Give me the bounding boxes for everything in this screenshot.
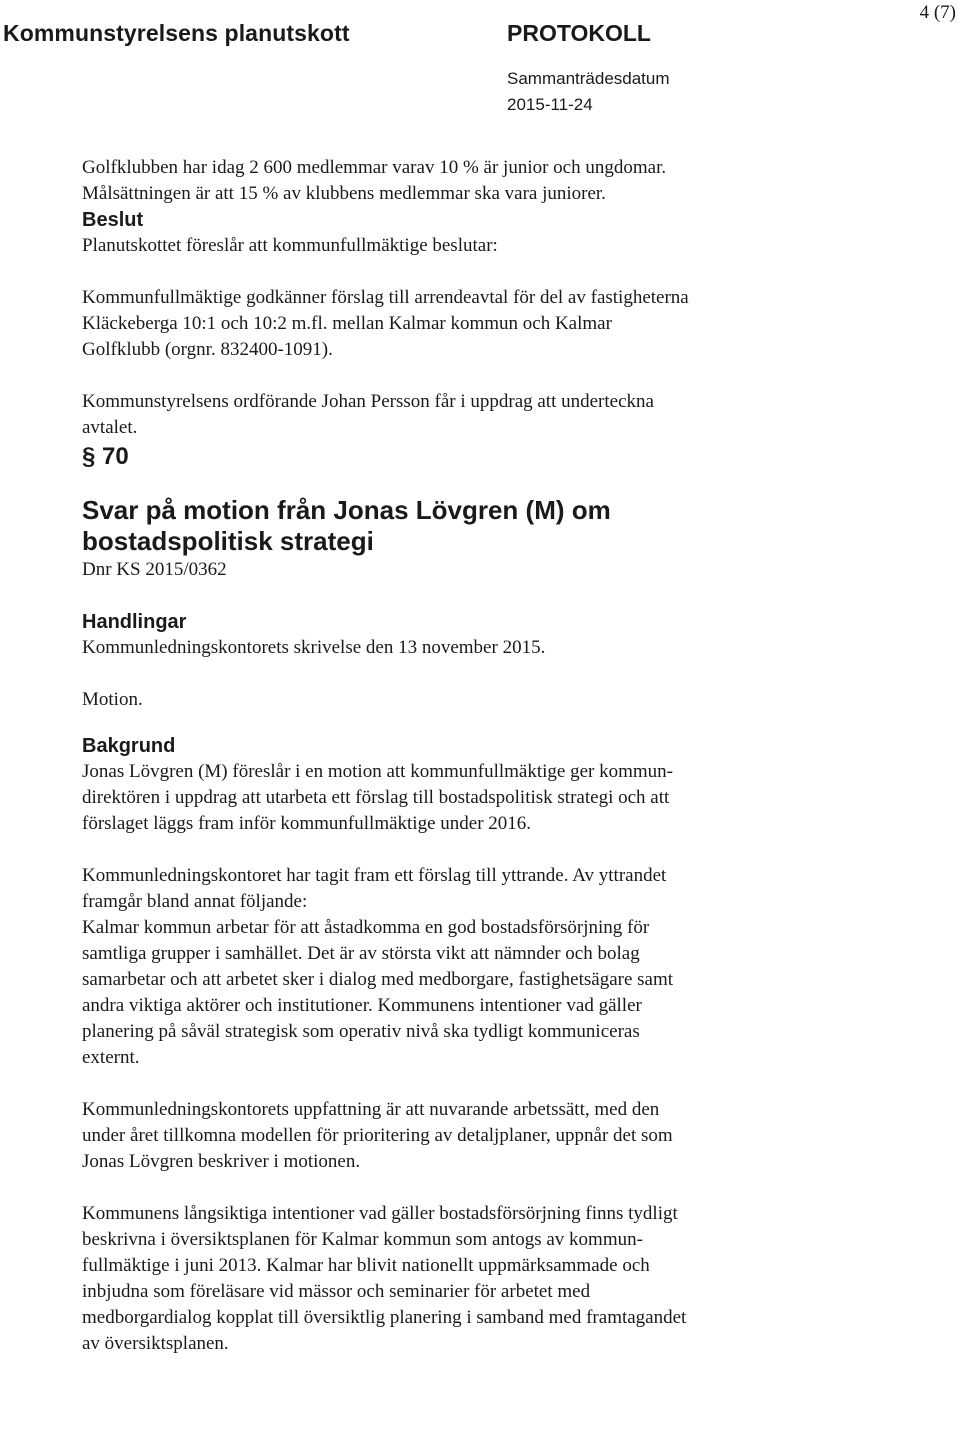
section-title	[82, 495, 702, 557]
bakgrund-line: direktören i uppdrag att utarbeta ett förslag till bostadspolitisk strategi och att	[82, 787, 670, 808]
bakgrund-line: förslaget läggs fram inför kommunfullmäktige under 2016.	[82, 813, 532, 834]
bakgrund-line: fullmäktige i juni 2013. Kalmar har blivit nationellt uppmärksammade och	[82, 1255, 650, 1276]
handlingar-section	[82, 609, 802, 713]
section-number: § 70	[82, 443, 129, 470]
intro-line: Målsättningen är att 15 % av klubbens medlemmar ska vara juniorer.	[82, 183, 606, 204]
handlingar-heading: Handlingar	[82, 611, 187, 633]
page-number: 4 (7)	[919, 2, 956, 23]
bakgrund-line: framgår bland annat följande:	[82, 891, 308, 912]
section-title-line: Svar på motion från Jonas Lövgren (M) om	[82, 495, 611, 525]
bakgrund-line: medborgardialog kopplat till översiktlig planering i samband med framtagandet	[82, 1307, 687, 1328]
case-number: Dnr KS 2015/0362	[82, 559, 227, 580]
decision-line: Golfklubb (orgnr. 832400-1091).	[82, 339, 333, 360]
handlingar-item: Motion.	[82, 689, 143, 710]
beslut-lead: Planutskottet föreslår att kommunfullmäktige beslutar:	[82, 235, 498, 256]
bakgrund-line: Kommunledningskontorets uppfattning är att nuvarande arbetssätt, med den	[82, 1099, 660, 1120]
decision-line: Kommunfullmäktige godkänner förslag till arrendeavtal för del av fastigheterna	[82, 287, 689, 308]
committee-title: Kommunstyrelsens planutskott	[3, 20, 350, 46]
bakgrund-line: under året tillkomna modellen för prioritering av detaljplaner, uppnår det som	[82, 1125, 673, 1146]
intro-paragraph	[82, 155, 802, 207]
decision-line: avtalet.	[82, 417, 138, 438]
bakgrund-section	[82, 733, 802, 1357]
meeting-date-label: Sammanträdesdatum	[507, 69, 670, 88]
bakgrund-line: externt.	[82, 1047, 140, 1068]
beslut-section	[82, 207, 802, 441]
meeting-date: 2015-11-24	[507, 95, 593, 114]
bakgrund-line: Kalmar kommun arbetar för att åstadkomma en god bostadsförsörjning för	[82, 917, 650, 938]
beslut-heading: Beslut	[82, 209, 144, 231]
intro-line: Golfklubben har idag 2 600 medlemmar varav 10 % är junior och ungdomar.	[82, 157, 667, 178]
document-type: PROTOKOLL	[507, 20, 651, 46]
document-body	[82, 155, 802, 1357]
section-title-line: bostadspolitisk strategi	[82, 526, 374, 556]
bakgrund-line: av översiktsplanen.	[82, 1333, 229, 1354]
bakgrund-line: andra viktiga aktörer och institutioner. Kommunens intentioner vad gäller	[82, 995, 642, 1016]
bakgrund-line: Jonas Lövgren (M) föreslår i en motion att kommunfullmäktige ger kommun-	[82, 761, 673, 782]
decision-line: Kläckeberga 10:1 och 10:2 m.fl. mellan Kalmar kommun och Kalmar	[82, 313, 612, 334]
bakgrund-line: samarbetar och att arbetet sker i dialog med medborgare, fastighetsägare samt	[82, 969, 674, 990]
bakgrund-line: planering på såväl strategisk som operativ nivå ska tydligt kommuniceras	[82, 1021, 640, 1042]
bakgrund-line: Kommunledningskontoret har tagit fram ett förslag till yttrande. Av yttrandet	[82, 865, 667, 886]
bakgrund-line: Jonas Lövgren beskriver i motionen.	[82, 1151, 361, 1172]
bakgrund-line: inbjudna som föreläsare vid mässor och seminarier för arbetet med	[82, 1281, 591, 1302]
bakgrund-line: Kommunens långsiktiga intentioner vad gäller bostadsförsörjning finns tydligt	[82, 1203, 678, 1224]
handlingar-item: Kommunledningskontorets skrivelse den 13 november 2015.	[82, 637, 546, 658]
decision-line: Kommunstyrelsens ordförande Johan Persson får i uppdrag att underteckna	[82, 391, 654, 412]
bakgrund-line: beskrivna i översiktsplanen för Kalmar kommun som antogs av kommun-	[82, 1229, 643, 1250]
bakgrund-line: samtliga grupper i samhället. Det är av största vikt att nämnder och bolag	[82, 943, 640, 964]
bakgrund-heading: Bakgrund	[82, 735, 176, 757]
